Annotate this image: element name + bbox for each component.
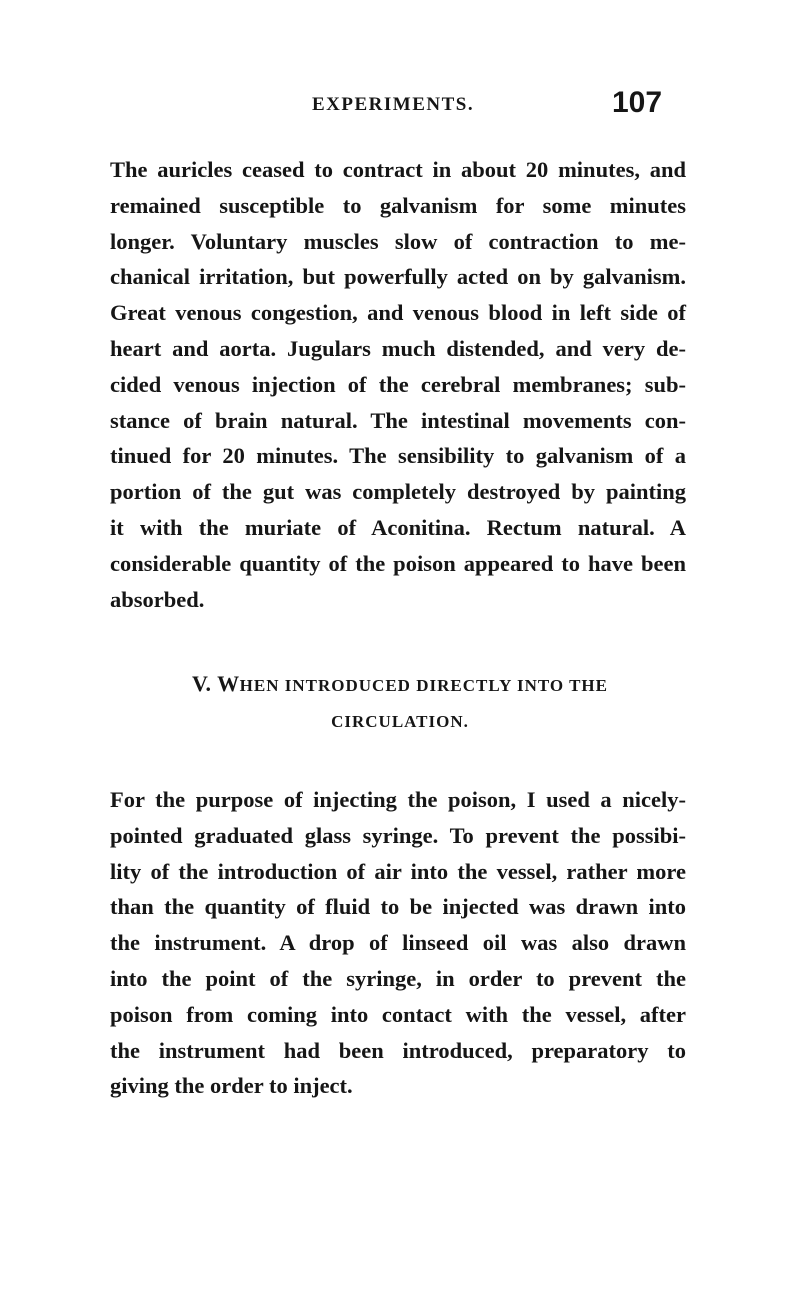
- page-number: 107: [612, 86, 663, 119]
- text-line: remained susceptible to galvanism for some minutes: [110, 192, 686, 218]
- text-line: For the purpose of injecting the poison, I used a nicely-: [110, 787, 686, 812]
- text-line: into the point of the syringe, in order to prevent the: [110, 965, 686, 991]
- text-line: cided venous injection of the cerebral membranes; sub-: [110, 371, 686, 397]
- text-line: it with the muriate of Aconitina. Rectum natural. A: [110, 514, 686, 540]
- text-line: the instrument. A drop of linseed oil was also drawn: [110, 930, 686, 956]
- text-line: considerable quantity of the poison appeared to have been: [110, 550, 686, 576]
- text-line: longer. Voluntary muscles slow of contraction to me-: [110, 228, 686, 254]
- paragraph-injection-method: [110, 782, 686, 1104]
- paragraph-auricles: [110, 152, 686, 617]
- text-line: stance of brain natural. The intestinal movements con-: [110, 407, 686, 433]
- text-line: absorbed.: [110, 586, 205, 612]
- section-heading-line-2: CIRCULATION.: [331, 712, 469, 731]
- section-heading: [0, 666, 800, 740]
- section-initial: W: [217, 671, 240, 696]
- text-line: poison from coming into contact with the vessel, after: [110, 1001, 686, 1027]
- running-head: [0, 86, 800, 126]
- text-line: portion of the gut was completely destroyed by painting: [110, 479, 686, 505]
- text-line: pointed graduated glass syringe. To prevent the possibi-: [110, 822, 686, 848]
- text-line: chanical irritation, but powerfully acted on by galvanism.: [110, 264, 686, 290]
- section-title-smallcaps: HEN INTRODUCED DIRECTLY INTO THE: [239, 676, 608, 695]
- text-line: lity of the introduction of air into the vessel, rather more: [110, 858, 686, 884]
- text-line: giving the order to inject.: [110, 1073, 353, 1099]
- text-line: heart and aorta. Jugulars much distended, and very de-: [110, 335, 686, 361]
- section-numeral: V.: [192, 671, 212, 696]
- text-line: Great venous congestion, and venous blood in left side of: [110, 300, 686, 326]
- text-line: the instrument had been introduced, preparatory to: [110, 1037, 686, 1063]
- running-title: EXPERIMENTS.: [312, 94, 475, 115]
- text-line: tinued for 20 minutes. The sensibility to galvanism of a: [110, 443, 686, 469]
- text-line: The auricles ceased to contract in about 20 minutes, and: [110, 157, 686, 182]
- section-heading-line-1: [0, 666, 800, 704]
- text-line: than the quantity of fluid to be injected was drawn into: [110, 894, 686, 920]
